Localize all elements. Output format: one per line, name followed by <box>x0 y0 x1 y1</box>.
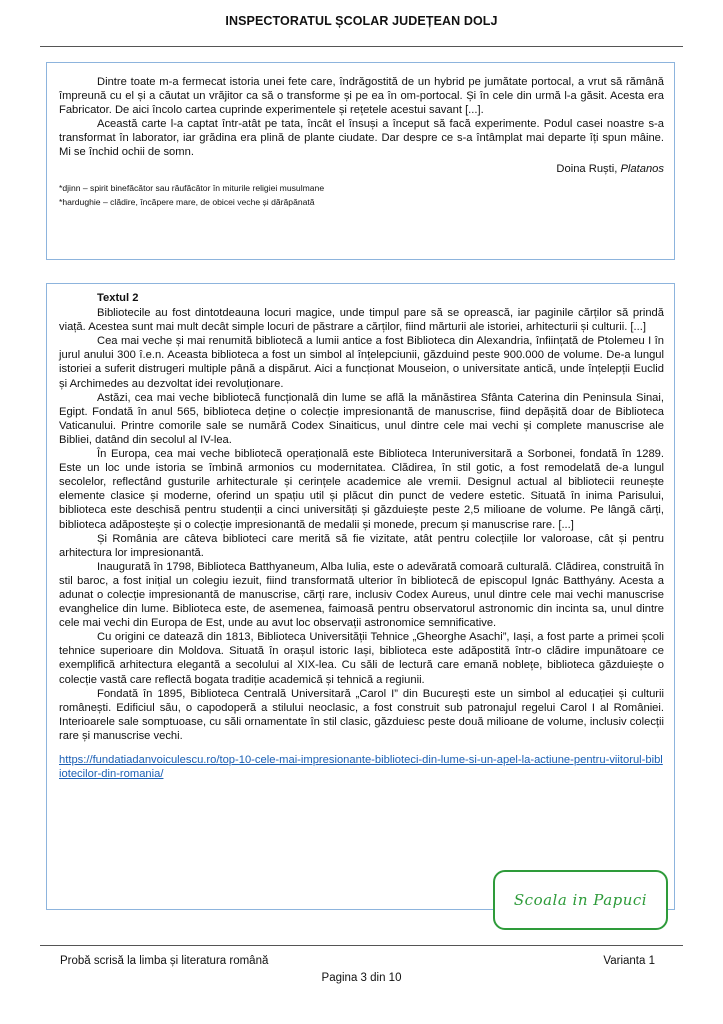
text1-box <box>46 62 675 260</box>
scoala-in-papuci-logo: Scoala in Papuci <box>493 870 668 930</box>
text2-paragraph: Inaugurată în 1798, Biblioteca Batthyaneum, Alba Iulia, este o adevărată comoară culturală. Clădirea, construită în stil baroc, a fost inițial un colegiu iezuit, fiind transformată ulterior în bibliotecă de episcopul Ignác Batthyány. Acesta a adunat o colecție impresionantă de manuscrise, cărți rare, inclusiv Codex Aureus, unul dintre cele mai vechi manuscrise evanghelice din lume. Biblioteca este, de asemenea, faimoasă pentru observatorul astronomic din incinta sa, unul dintre cele mai vechi din Europa de Est, unde au avut loc observații astronomice semnificative. <box>59 560 664 630</box>
text1-paragraph: Dintre toate m-a fermecat istoria unei fete care, îndrăgostită de un hybrid pe jumătate portocal, a vrut să rămână împreună cu el și a căutat un vrăjitor ca să o transforme și pe ea în om-portocal. Și în cele din urmă l-a găsit. Acesta era Fabricator. De aici încolo cartea cuprinde experimentele și rețetele acestui savant [...]. <box>59 76 664 117</box>
footer-exam-title: Probă scrisă la limba și literatura română <box>60 955 269 967</box>
work-title: Platanos <box>620 162 664 175</box>
footnote-djinn: *djinn – spirit binefăcător sau răufăcător în miturile religiei musulmane <box>59 182 325 193</box>
footer-divider <box>40 945 683 946</box>
text2-paragraph: În Europa, cea mai veche bibliotecă operațională este Biblioteca Interuniversitară a Sorbonei, fondată în 1289. Este un loc unde istoria se îmbină armonios cu modernitatea. Clădirea, în stil gotic, a fost remodelată de-a lungul secolelor, reflectând gusturile arhitecturale și cerințele academice ale vremii. Designul actual al bibliotecii reunește elemente clasice și moderne, oferind un spațiu util și plăcut din punct de vedere estetic. Situată în inima Parisului, biblioteca este deschisă pentru studenții a cinci universități și găzduiește peste 2,5 milioane de volume. Pe lângă cărți, biblioteca adăpostește și o colecție impresionantă de medalii și monede, precum și manuscrise rare. [...] <box>59 448 664 531</box>
page-header-title: INSPECTORATUL ȘCOLAR JUDEȚEAN DOLJ <box>225 14 498 28</box>
source-link[interactable]: https://fundatiadanvoiculescu.ro/top-10-cele-mai-impresionante-biblioteci-din-lume-si-un-apel-la-actiune-pentru-viitorul-bibliotecilor-din-romania/ <box>59 754 663 781</box>
header-divider <box>40 46 683 47</box>
footnote-hardughie: *hardughie – clădire, încăpere mare, de obicei veche și dărăpănată <box>59 196 315 207</box>
footer-variant: Varianta 1 <box>603 955 655 967</box>
page-number: Pagina 3 din 10 <box>321 972 402 984</box>
text2-paragraph: Astăzi, cea mai veche bibliotecă funcțională din lume se află la mănăstirea Sfânta Caterina din Peninsula Sinai, Egipt. Fondată în anul 565, biblioteca deține o colecție impresionantă de manuscrise, fiind depășită doar de Biblioteca Vaticanului. Printre comorile sale se numără Codex Sinaiticus, unul dintre cele mai vechi și complete manuscrise ale Bibliei, datând din secolul al IV-lea. <box>59 391 664 446</box>
text2-paragraph: Bibliotecile au fost dintotdeauna locuri magice, unde timpul pare să se oprească, iar paginile cărților să prindă viață. Acestea sunt mai mult decât simple locuri de păstrare a cărților, fiind mărturii ale istoriei, arhitecturii și culturii. [...] <box>59 307 664 334</box>
text2-paragraph: Și România are câteva biblioteci care merită să fie vizitate, atât pentru colecțiile lor valoroase, cât și pentru arhitectura lor impresionantă. <box>59 532 664 559</box>
text2-paragraph: Cea mai veche și mai renumită bibliotecă a lumii antice a fost Biblioteca din Alexandria, înființată de Ptolemeu I în jurul anului 300 î.e.n. Aceasta biblioteca a fost un simbol al înțelepciunii, găzduind peste 900.000 de volume. De-a lungul istoriei a suferit distrugeri multiple până a dispărut. Aici a funcționat Mouseion, o universitate antică, unde înțelepții Euclid și Archimedes au dezvoltat idei revoluționare. <box>59 335 664 390</box>
text2-content <box>59 291 664 781</box>
text1-content <box>59 75 664 209</box>
text2-title: Textul 2 <box>97 292 139 304</box>
author-name: Doina Ruști, <box>556 162 618 175</box>
text2-paragraph: Cu origini ce datează din 1813, Biblioteca Universității Tehnice „Gheorghe Asachi”, Iași, a fost parte a primei școli tehnice superioare din Moldova. Situată în orașul istoric Iași, biblioteca este adăpostită într-o clădire impunătoare ce exemplifică arhitectura elegantă a secolului al XIX-lea. Cu săli de lectură care emană noblețe, biblioteca găzduiește o colecție vastă care reflectă bogata tradiție academică și tehnică a regiunii. <box>59 631 664 686</box>
text1-paragraph: Această carte l-a captat într-atât pe tata, încât el însuși a început să facă experimente. Podul casei noastre s-a transformat în laborator, iar grădina era plină de plante ciudate. Dar despre ce s-a întâmplat mai departe îți spun mâine. Mi se închid ochii de somn. <box>59 118 664 159</box>
text2-box <box>46 283 675 910</box>
text1-attribution <box>59 162 664 176</box>
text2-paragraph: Fondată în 1895, Biblioteca Centrală Universitară „Carol I” din București este un simbol al educației și culturii românești. Edificiul său, o capodoperă a stilului neoclasic, a fost construit sub patronajul regelui Carol I al României. Interioarele sale somptuoase, cu săli ornamentate în stil clasic, găzduiesc peste două milioane de volume, inclusiv colecții rare și manuscrise vechi. <box>59 687 664 742</box>
